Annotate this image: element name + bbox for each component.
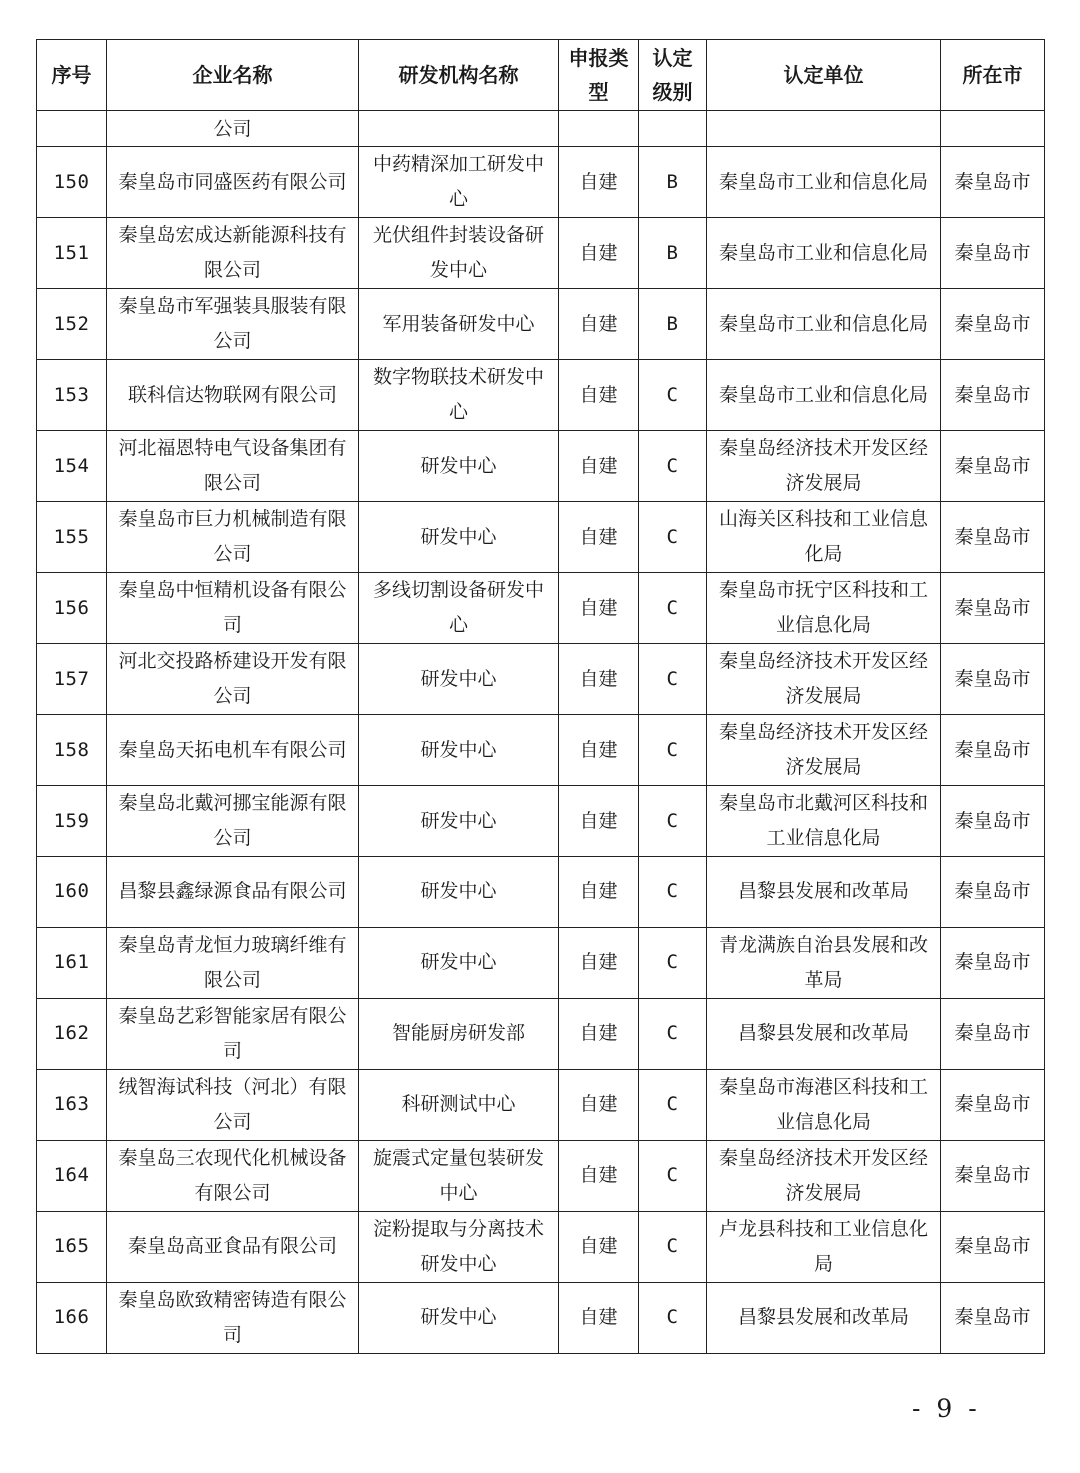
cell-company: 秦皇岛市军强装具服装有限公司: [107, 289, 359, 360]
cell-no: 161: [37, 927, 107, 998]
cell-level: C: [639, 1069, 707, 1140]
table-body: [37, 111, 1045, 1354]
cell-type: 自建: [559, 715, 639, 786]
cell-type: 自建: [559, 1211, 639, 1282]
cell-institution: 淀粉提取与分离技术研发中心: [359, 1211, 559, 1282]
cell-institution: 中药精深加工研发中心: [359, 147, 559, 218]
cell-level: B: [639, 289, 707, 360]
table-row: [37, 715, 1045, 786]
cell-company: 绒智海试科技（河北）有限公司: [107, 1069, 359, 1140]
cell-no: 159: [37, 786, 107, 857]
cell-level: C: [639, 1282, 707, 1353]
cell-level: C: [639, 644, 707, 715]
table-row: [37, 431, 1045, 502]
cell-type: [559, 111, 639, 147]
cell-city: 秦皇岛市: [941, 857, 1045, 928]
cell-level: C: [639, 1211, 707, 1282]
cell-institution: 研发中心: [359, 786, 559, 857]
table-row: [37, 857, 1045, 928]
cell-institution: 光伏组件封装设备研发中心: [359, 218, 559, 289]
cell-company: 秦皇岛北戴河挪宝能源有限公司: [107, 786, 359, 857]
cell-unit: 秦皇岛经济技术开发区经济发展局: [707, 715, 941, 786]
cell-institution: 研发中心: [359, 715, 559, 786]
cell-city: 秦皇岛市: [941, 998, 1045, 1069]
cell-institution: 旋震式定量包装研发中心: [359, 1140, 559, 1211]
cell-company: 河北交投路桥建设开发有限公司: [107, 644, 359, 715]
cell-company: 秦皇岛青龙恒力玻璃纤维有限公司: [107, 927, 359, 998]
cell-type: 自建: [559, 147, 639, 218]
cell-city: 秦皇岛市: [941, 715, 1045, 786]
header-level: 认定级别: [639, 40, 707, 111]
cell-institution: 数字物联技术研发中心: [359, 360, 559, 431]
cell-company: 公司: [107, 111, 359, 147]
cell-unit: 卢龙县科技和工业信息化局: [707, 1211, 941, 1282]
cell-type: 自建: [559, 857, 639, 928]
cell-company: 秦皇岛高亚食品有限公司: [107, 1211, 359, 1282]
cell-unit: [707, 111, 941, 147]
cell-city: 秦皇岛市: [941, 502, 1045, 573]
cell-company: 秦皇岛天拓电机车有限公司: [107, 715, 359, 786]
cell-type: 自建: [559, 998, 639, 1069]
registry-table: [36, 39, 1045, 1354]
cell-no: 157: [37, 644, 107, 715]
cell-no: 158: [37, 715, 107, 786]
cell-type: 自建: [559, 1140, 639, 1211]
cell-company: 秦皇岛市同盛医药有限公司: [107, 147, 359, 218]
header-company: 企业名称: [107, 40, 359, 111]
cell-no: 152: [37, 289, 107, 360]
cell-city: 秦皇岛市: [941, 786, 1045, 857]
cell-institution: 研发中心: [359, 927, 559, 998]
cell-no: 154: [37, 431, 107, 502]
cell-company: 秦皇岛宏成达新能源科技有限公司: [107, 218, 359, 289]
cell-type: 自建: [559, 360, 639, 431]
table-row: [37, 218, 1045, 289]
cell-type: 自建: [559, 573, 639, 644]
table-row: [37, 289, 1045, 360]
header-row: [37, 40, 1045, 111]
cell-unit: 秦皇岛市工业和信息化局: [707, 289, 941, 360]
table-row: [37, 502, 1045, 573]
header-type: 申报类型: [559, 40, 639, 111]
cell-no: 166: [37, 1282, 107, 1353]
cell-level: B: [639, 218, 707, 289]
cell-type: 自建: [559, 786, 639, 857]
cell-city: 秦皇岛市: [941, 218, 1045, 289]
cell-unit: 秦皇岛市北戴河区科技和工业信息化局: [707, 786, 941, 857]
cell-level: C: [639, 360, 707, 431]
cell-city: [941, 111, 1045, 147]
cell-no: 151: [37, 218, 107, 289]
cell-institution: 研发中心: [359, 502, 559, 573]
cell-city: 秦皇岛市: [941, 573, 1045, 644]
table-row: [37, 927, 1045, 998]
cell-unit: 山海关区科技和工业信息化局: [707, 502, 941, 573]
cell-city: 秦皇岛市: [941, 1069, 1045, 1140]
cell-company: 秦皇岛中恒精机设备有限公司: [107, 573, 359, 644]
cell-company: 秦皇岛市巨力机械制造有限公司: [107, 502, 359, 573]
cell-company: 秦皇岛欧致精密铸造有限公司: [107, 1282, 359, 1353]
cell-institution: 研发中心: [359, 857, 559, 928]
cell-company: 秦皇岛三农现代化机械设备有限公司: [107, 1140, 359, 1211]
header-institution: 研发机构名称: [359, 40, 559, 111]
cell-unit: 昌黎县发展和改革局: [707, 998, 941, 1069]
cell-level: C: [639, 1140, 707, 1211]
continuation-row: [37, 111, 1045, 147]
cell-city: 秦皇岛市: [941, 431, 1045, 502]
cell-institution: 科研测试中心: [359, 1069, 559, 1140]
cell-no: 165: [37, 1211, 107, 1282]
cell-no: [37, 111, 107, 147]
cell-level: [639, 111, 707, 147]
cell-unit: 秦皇岛经济技术开发区经济发展局: [707, 644, 941, 715]
table-row: [37, 644, 1045, 715]
cell-city: 秦皇岛市: [941, 644, 1045, 715]
header-no: 序号: [37, 40, 107, 111]
cell-level: B: [639, 147, 707, 218]
cell-level: C: [639, 573, 707, 644]
cell-type: 自建: [559, 1282, 639, 1353]
cell-no: 155: [37, 502, 107, 573]
header-unit: 认定单位: [707, 40, 941, 111]
table-row: [37, 1069, 1045, 1140]
cell-city: 秦皇岛市: [941, 927, 1045, 998]
cell-no: 160: [37, 857, 107, 928]
cell-unit: 秦皇岛市海港区科技和工业信息化局: [707, 1069, 941, 1140]
cell-unit: 秦皇岛经济技术开发区经济发展局: [707, 431, 941, 502]
cell-institution: 研发中心: [359, 1282, 559, 1353]
cell-unit: 昌黎县发展和改革局: [707, 857, 941, 928]
cell-city: 秦皇岛市: [941, 289, 1045, 360]
cell-no: 164: [37, 1140, 107, 1211]
cell-institution: 研发中心: [359, 644, 559, 715]
cell-type: 自建: [559, 218, 639, 289]
cell-type: 自建: [559, 502, 639, 573]
cell-level: C: [639, 927, 707, 998]
cell-level: C: [639, 431, 707, 502]
cell-type: 自建: [559, 644, 639, 715]
page-number: - 9 -: [912, 1394, 981, 1423]
cell-city: 秦皇岛市: [941, 360, 1045, 431]
cell-unit: 秦皇岛市工业和信息化局: [707, 360, 941, 431]
cell-level: C: [639, 502, 707, 573]
cell-type: 自建: [559, 289, 639, 360]
table-row: [37, 573, 1045, 644]
cell-institution: 多线切割设备研发中心: [359, 573, 559, 644]
cell-level: C: [639, 998, 707, 1069]
cell-company: 秦皇岛艺彩智能家居有限公司: [107, 998, 359, 1069]
table-row: [37, 1211, 1045, 1282]
table-row: [37, 360, 1045, 431]
cell-institution: [359, 111, 559, 147]
header-city: 所在市: [941, 40, 1045, 111]
cell-city: 秦皇岛市: [941, 1211, 1045, 1282]
cell-unit: 青龙满族自治县发展和改革局: [707, 927, 941, 998]
cell-no: 163: [37, 1069, 107, 1140]
cell-city: 秦皇岛市: [941, 1140, 1045, 1211]
cell-type: 自建: [559, 927, 639, 998]
cell-no: 162: [37, 998, 107, 1069]
table-row: [37, 147, 1045, 218]
cell-institution: 智能厨房研发部: [359, 998, 559, 1069]
cell-unit: 秦皇岛市抚宁区科技和工业信息化局: [707, 573, 941, 644]
table-row: [37, 1140, 1045, 1211]
cell-unit: 秦皇岛经济技术开发区经济发展局: [707, 1140, 941, 1211]
cell-type: 自建: [559, 1069, 639, 1140]
cell-company: 昌黎县鑫绿源食品有限公司: [107, 857, 359, 928]
table-row: [37, 786, 1045, 857]
table-row: [37, 1282, 1045, 1353]
cell-type: 自建: [559, 431, 639, 502]
cell-company: 联科信达物联网有限公司: [107, 360, 359, 431]
cell-level: C: [639, 786, 707, 857]
cell-no: 153: [37, 360, 107, 431]
cell-unit: 秦皇岛市工业和信息化局: [707, 218, 941, 289]
cell-city: 秦皇岛市: [941, 147, 1045, 218]
cell-unit: 秦皇岛市工业和信息化局: [707, 147, 941, 218]
cell-institution: 研发中心: [359, 431, 559, 502]
cell-level: C: [639, 715, 707, 786]
cell-no: 150: [37, 147, 107, 218]
cell-city: 秦皇岛市: [941, 1282, 1045, 1353]
cell-no: 156: [37, 573, 107, 644]
cell-institution: 军用装备研发中心: [359, 289, 559, 360]
table-row: [37, 998, 1045, 1069]
cell-unit: 昌黎县发展和改革局: [707, 1282, 941, 1353]
cell-level: C: [639, 857, 707, 928]
cell-company: 河北福恩特电气设备集团有限公司: [107, 431, 359, 502]
